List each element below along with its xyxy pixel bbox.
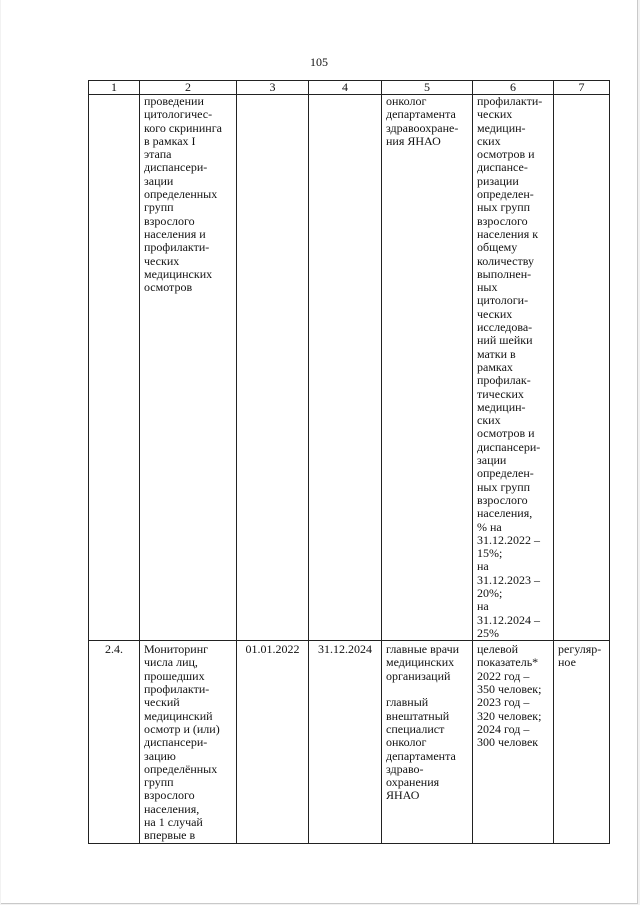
indicator-cell: целевой показатель* 2022 год – 350 человек; 2023 год – 320 человек; 2024 год – 300 человек [473, 641, 554, 843]
measure-name-cell: Мониторинг числа лиц, прошедших профилакти- ческий медицинский осмотр и (или) диспансери- зацию определённых групп взрослого населения, на 1 случай впервые в [140, 641, 237, 843]
item-number-cell [89, 95, 140, 641]
column-number: 2 [140, 81, 237, 95]
frequency-cell: регуляр- ное [554, 641, 610, 843]
item-number-cell: 2.4. [89, 641, 140, 843]
responsible-cell: онколог департамента здравоохране- ния ЯНАО [382, 95, 473, 641]
frequency-cell [554, 95, 610, 641]
column-number: 6 [473, 81, 554, 95]
end-date-cell: 31.12.2024 [309, 641, 382, 843]
column-number-row [89, 81, 610, 95]
start-date-cell [237, 95, 309, 641]
column-number: 5 [382, 81, 473, 95]
page-number: 105 [310, 55, 328, 69]
indicator-cell: профилакти- ческих медицин- ских осмотров и диспансе- ризации определен- ных групп взрослого населения к общему количеству выполнен- ных цитологи- ческих исследова- ний шейки матки в рамках профилак- тических медицин- ских осмотров и диспансери- зации определен- ных групп взрослого населения, % на 31.12.2022 – 15%; на 31.12.2023 – 20%; на 31.12.2024 – 25% [473, 95, 554, 641]
table-row [89, 95, 610, 641]
document-page [1, 0, 638, 904]
column-number: 7 [554, 81, 610, 95]
column-number: 1 [89, 81, 140, 95]
measures-table [88, 80, 610, 844]
start-date-cell: 01.01.2022 [237, 641, 309, 843]
table-row [89, 641, 610, 843]
column-number: 4 [309, 81, 382, 95]
column-number: 3 [237, 81, 309, 95]
end-date-cell [309, 95, 382, 641]
measure-name-cell: проведении цитологичес- кого скрининга в рамках I этапа диспансери- зации определенных групп взрослого населения и профилакти- ческих медицинских осмотров [140, 95, 237, 641]
responsible-cell: главные врачи медицинских организаций главный внештатный специалист онколог департамента здраво- охранения ЯНАО [382, 641, 473, 843]
